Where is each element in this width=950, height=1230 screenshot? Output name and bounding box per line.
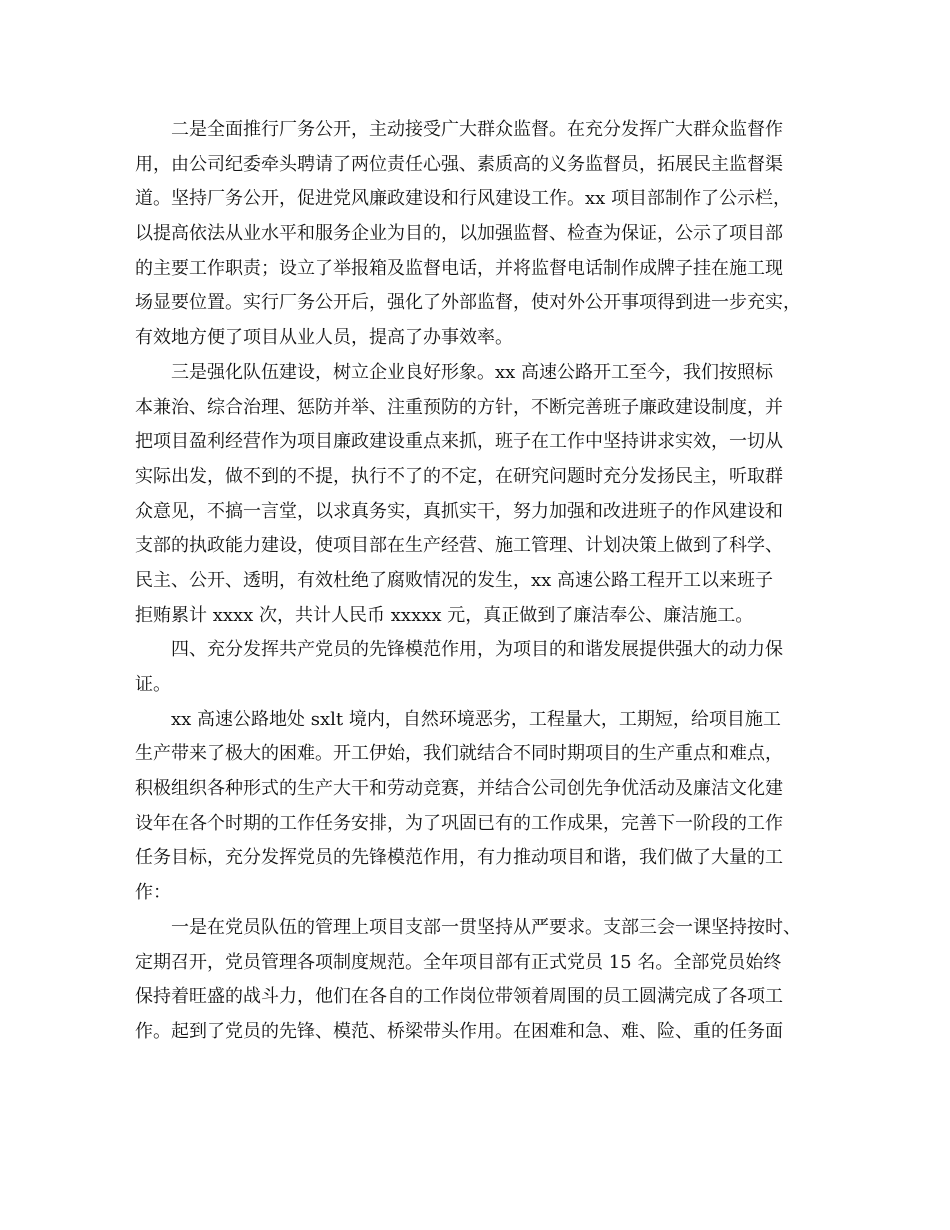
text-line: 作： [135,882,171,904]
text-line: 积极组织各种形式的生产大干和劳动竞赛，并结合公司创先争优活动及廉洁文化建 [135,778,783,800]
text-line: 场显要位置。实行厂务公开后，强化了外部监督，使对外公开事项得到进一步充实， [135,292,801,314]
text-line: 保持着旺盛的战斗力，他们在各自的工作岗位带领着周围的员工圆满完成了各项工 [135,986,783,1008]
text-line: 任务目标，充分发挥党员的先锋模范作用，有力推动项目和谐，我们做了大量的工 [135,847,783,869]
document-body [135,113,825,1050]
paragraph-project-conditions [135,703,825,911]
text-line: xx 高速公路地处 sxlt 境内，自然环境恶劣，工程量大，工期短，给项目施工 [171,708,781,730]
text-line: 作。起到了党员的先锋、模范、桥梁带头作用。在困难和急、难、险、重的任务面 [135,1020,783,1042]
text-line: 设年在各个时期的工作任务安排，为了巩固已有的工作成果，完善下一阶段的工作 [135,812,783,834]
text-line: 道。坚持厂务公开，促进党风廉政建设和行风建设工作。xx 项目部制作了公示栏， [135,188,792,210]
text-line: 的主要工作职责；设立了举报箱及监督电话，并将监督电话制作成牌子挂在施工现 [135,257,783,279]
paragraph-factory-affairs-openness [135,113,825,356]
text-line: 有效地方便了项目从业人员，提高了办事效率。 [135,327,513,349]
text-line: 用，由公司纪委牵头聘请了两位责任心强、素质高的义务监督员，拓展民主监督渠 [135,153,783,175]
text-line: 支部的执政能力建设，使项目部在生产经营、施工管理、计划决策上做到了科学、 [135,535,783,557]
text-line: 实际出发，做不到的不提，执行不了的不定，在研究问题时充分发扬民主，听取群 [135,465,783,487]
text-line: 众意见，不搞一言堂，以求真务实，真抓实干，努力加强和改进班子的作风建设和 [135,500,783,522]
text-line: 拒贿累计 xxxx 次，共计人民币 xxxxx 元，真正做到了廉洁奉公、廉洁施工。 [135,604,754,626]
text-line: 本兼治、综合治理、惩防并举、注重预防的方针，不断完善班子廉政建设制度，并 [135,396,783,418]
paragraph-team-building [135,356,825,634]
section-heading-party-members [135,633,825,702]
text-line: 四、充分发挥共产党员的先锋模范作用，为项目的和谐发展提供强大的动力保 [171,639,783,661]
text-line: 三是强化队伍建设，树立企业良好形象。xx 高速公路开工至今，我们按照标 [171,361,774,383]
text-line: 二是全面推行厂务公开，主动接受广大群众监督。在充分发挥广大群众监督作 [171,119,783,140]
text-line: 一是在党员队伍的管理上项目支部一贯坚持从严要求。支部三会一课坚持按时、 [171,916,801,938]
text-line: 民主、公开、透明，有效杜绝了腐败情况的发生，xx 高速公路工程开工以来班子 [135,569,774,591]
paragraph-member-management [135,911,825,1050]
text-line: 证。 [135,674,171,695]
text-line: 定期召开，党员管理各项制度规范。全年项目部有正式党员 15 名。全部党员始终 [135,951,782,973]
text-line: 把项目盈利经营作为项目廉政建设重点来抓，班子在工作中坚持讲求实效，一切从 [135,431,783,453]
text-line: 生产带来了极大的困难。开工伊始，我们就结合不同时期项目的生产重点和难点， [135,743,783,765]
text-line: 以提高依法从业水平和服务企业为目的，以加强监督、检查为保证，公示了项目部 [135,223,783,245]
